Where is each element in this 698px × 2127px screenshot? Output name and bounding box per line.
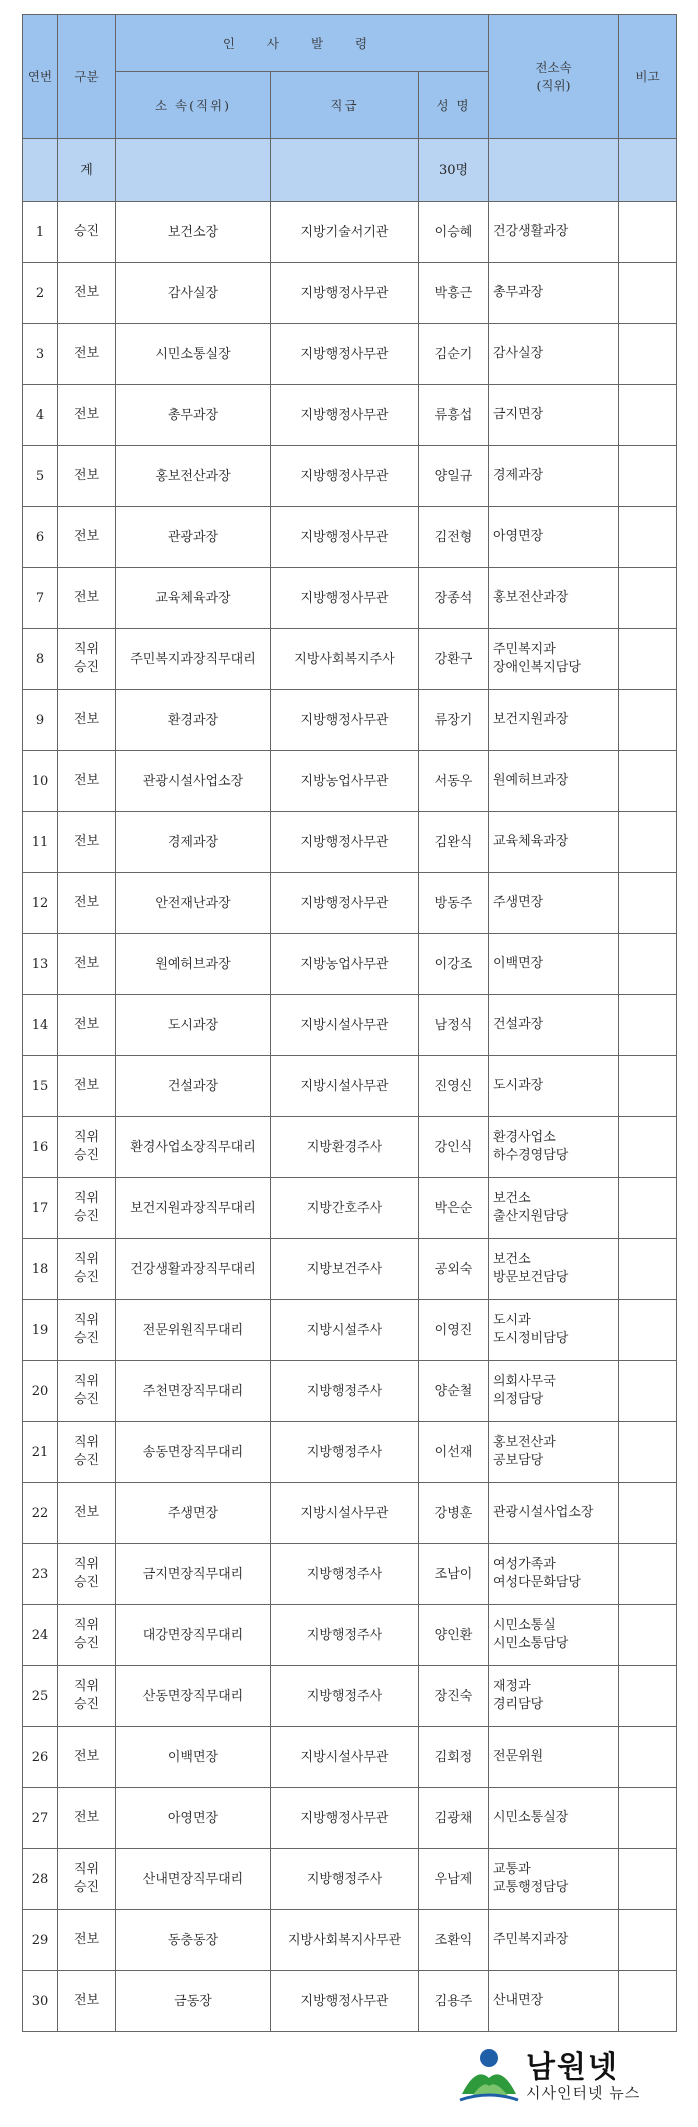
cell-name: 공외숙 bbox=[419, 1239, 489, 1300]
cell-rank: 지방환경주사 bbox=[271, 1117, 419, 1178]
cell-org: 안전재난과장 bbox=[116, 873, 271, 934]
cell-new-post: 교통과 교통행정담당 bbox=[489, 1849, 619, 1910]
cell-no: 28 bbox=[23, 1849, 58, 1910]
cell-new-post: 보건소 출산지원담당 bbox=[489, 1178, 619, 1239]
cell-note bbox=[619, 934, 677, 995]
cell-new-post: 산내면장 bbox=[489, 1971, 619, 2032]
table-row bbox=[23, 1605, 677, 1666]
cell-type: 전보 bbox=[58, 995, 116, 1056]
cell-note bbox=[619, 507, 677, 568]
cell-org: 주민복지과장직무대리 bbox=[116, 629, 271, 690]
cell-org: 주생면장 bbox=[116, 1483, 271, 1544]
cell-new-post: 보건지원과장 bbox=[489, 690, 619, 751]
cell-rank: 지방농업사무관 bbox=[271, 751, 419, 812]
cell-no: 27 bbox=[23, 1788, 58, 1849]
cell-note bbox=[619, 1239, 677, 1300]
header-note: 비고 bbox=[619, 15, 677, 139]
cell-name: 강환구 bbox=[419, 629, 489, 690]
cell-type: 직위 승진 bbox=[58, 1849, 116, 1910]
cell-new-post: 도시과 도시정비담당 bbox=[489, 1300, 619, 1361]
cell-type: 직위 승진 bbox=[58, 1117, 116, 1178]
table-row bbox=[23, 1483, 677, 1544]
cell-type: 전보 bbox=[58, 873, 116, 934]
cell-note bbox=[619, 1056, 677, 1117]
cell-type: 승진 bbox=[58, 202, 116, 263]
cell-org: 산내면장직무대리 bbox=[116, 1849, 271, 1910]
cell-new-post: 원예허브과장 bbox=[489, 751, 619, 812]
total-count: 30명 bbox=[419, 139, 489, 202]
cell-note bbox=[619, 202, 677, 263]
total-label: 계 bbox=[58, 139, 116, 202]
cell-note bbox=[619, 1300, 677, 1361]
cell-note bbox=[619, 690, 677, 751]
table-row bbox=[23, 1300, 677, 1361]
cell-no: 26 bbox=[23, 1727, 58, 1788]
cell-note bbox=[619, 995, 677, 1056]
cell-no: 30 bbox=[23, 1971, 58, 2032]
cell-no: 3 bbox=[23, 324, 58, 385]
cell-org: 전문위원직무대리 bbox=[116, 1300, 271, 1361]
cell-type: 전보 bbox=[58, 1056, 116, 1117]
cell-name: 이선재 bbox=[419, 1422, 489, 1483]
cell-org: 교육체육과장 bbox=[116, 568, 271, 629]
cell-org: 아영면장 bbox=[116, 1788, 271, 1849]
cell-name: 장진숙 bbox=[419, 1666, 489, 1727]
table-row bbox=[23, 995, 677, 1056]
header-new-post: 전소속 (직위) bbox=[489, 15, 619, 139]
cell-type: 직위 승진 bbox=[58, 1544, 116, 1605]
cell-type: 직위 승진 bbox=[58, 1300, 116, 1361]
cell-rank: 지방보건주사 bbox=[271, 1239, 419, 1300]
cell-name: 김순기 bbox=[419, 324, 489, 385]
cell-name: 양일규 bbox=[419, 446, 489, 507]
cell-name: 박흥근 bbox=[419, 263, 489, 324]
cell-rank: 지방간호주사 bbox=[271, 1178, 419, 1239]
cell-org: 이백면장 bbox=[116, 1727, 271, 1788]
cell-type: 전보 bbox=[58, 812, 116, 873]
cell-org: 환경사업소장직무대리 bbox=[116, 1117, 271, 1178]
cell-rank: 지방행정사무관 bbox=[271, 568, 419, 629]
cell-no: 21 bbox=[23, 1422, 58, 1483]
cell-no: 5 bbox=[23, 446, 58, 507]
cell-type: 전보 bbox=[58, 690, 116, 751]
cell-new-post: 홍보전산과 공보담당 bbox=[489, 1422, 619, 1483]
cell-name: 김회정 bbox=[419, 1727, 489, 1788]
cell-rank: 지방행정사무관 bbox=[271, 873, 419, 934]
cell-type: 전보 bbox=[58, 1910, 116, 1971]
cell-new-post: 주민복지과장 bbox=[489, 1910, 619, 1971]
table-row bbox=[23, 568, 677, 629]
cell-name: 남정식 bbox=[419, 995, 489, 1056]
cell-org: 도시과장 bbox=[116, 995, 271, 1056]
cell-new-post: 전문위원 bbox=[489, 1727, 619, 1788]
cell-no: 8 bbox=[23, 629, 58, 690]
cell-type: 직위 승진 bbox=[58, 1605, 116, 1666]
cell-new-post: 총무과장 bbox=[489, 263, 619, 324]
cell-org: 감사실장 bbox=[116, 263, 271, 324]
table-row bbox=[23, 1971, 677, 2032]
cell-name: 양순철 bbox=[419, 1361, 489, 1422]
cell-org: 주천면장직무대리 bbox=[116, 1361, 271, 1422]
cell-type: 직위 승진 bbox=[58, 1422, 116, 1483]
cell-rank: 지방행정주사 bbox=[271, 1361, 419, 1422]
cell-name: 류흥섭 bbox=[419, 385, 489, 446]
cell-name: 서동우 bbox=[419, 751, 489, 812]
cell-note bbox=[619, 873, 677, 934]
cell-name: 이승혜 bbox=[419, 202, 489, 263]
cell-type: 전보 bbox=[58, 1788, 116, 1849]
cell-no: 13 bbox=[23, 934, 58, 995]
cell-new-post: 금지면장 bbox=[489, 385, 619, 446]
cell-rank: 지방행정사무관 bbox=[271, 324, 419, 385]
cell-rank: 지방시설사무관 bbox=[271, 1727, 419, 1788]
table-row bbox=[23, 751, 677, 812]
cell-name: 강인식 bbox=[419, 1117, 489, 1178]
cell-no: 10 bbox=[23, 751, 58, 812]
cell-name: 방동주 bbox=[419, 873, 489, 934]
table-row bbox=[23, 1910, 677, 1971]
cell-name: 장종석 bbox=[419, 568, 489, 629]
cell-org: 경제과장 bbox=[116, 812, 271, 873]
table-row bbox=[23, 629, 677, 690]
cell-no: 14 bbox=[23, 995, 58, 1056]
cell-type: 전보 bbox=[58, 568, 116, 629]
cell-org: 총무과장 bbox=[116, 385, 271, 446]
table-row bbox=[23, 690, 677, 751]
cell-no: 20 bbox=[23, 1361, 58, 1422]
cell-rank: 지방행정주사 bbox=[271, 1544, 419, 1605]
cell-no: 23 bbox=[23, 1544, 58, 1605]
cell-type: 전보 bbox=[58, 1483, 116, 1544]
cell-name: 이영진 bbox=[419, 1300, 489, 1361]
table-row bbox=[23, 1178, 677, 1239]
cell-rank: 지방행정사무관 bbox=[271, 446, 419, 507]
cell-note bbox=[619, 446, 677, 507]
cell-no: 4 bbox=[23, 385, 58, 446]
cell-rank: 지방행정사무관 bbox=[271, 263, 419, 324]
cell-org: 보건지원과장직무대리 bbox=[116, 1178, 271, 1239]
cell-note bbox=[619, 1849, 677, 1910]
cell-note bbox=[619, 1666, 677, 1727]
cell-org: 관광시설사업소장 bbox=[116, 751, 271, 812]
cell-new-post: 시민소통실 시민소통담당 bbox=[489, 1605, 619, 1666]
cell-type: 직위 승진 bbox=[58, 1361, 116, 1422]
cell-no: 2 bbox=[23, 263, 58, 324]
header-name: 성 명 bbox=[419, 72, 489, 139]
cell-rank: 지방행정주사 bbox=[271, 1422, 419, 1483]
cell-new-post: 건설과장 bbox=[489, 995, 619, 1056]
cell-rank: 지방행정사무관 bbox=[271, 690, 419, 751]
cell-no: 25 bbox=[23, 1666, 58, 1727]
cell-no: 17 bbox=[23, 1178, 58, 1239]
cell-note bbox=[619, 1361, 677, 1422]
cell-type: 전보 bbox=[58, 507, 116, 568]
cell-new-post: 홍보전산과장 bbox=[489, 568, 619, 629]
cell-org: 송동면장직무대리 bbox=[116, 1422, 271, 1483]
cell-new-post: 의회사무국 의정담당 bbox=[489, 1361, 619, 1422]
cell-new-post: 재정과 경리담당 bbox=[489, 1666, 619, 1727]
table-row bbox=[23, 1056, 677, 1117]
cell-note bbox=[619, 385, 677, 446]
cell-rank: 지방사회복지주사 bbox=[271, 629, 419, 690]
cell-note bbox=[619, 1544, 677, 1605]
cell-rank: 지방행정주사 bbox=[271, 1849, 419, 1910]
cell-rank: 지방행정사무관 bbox=[271, 1788, 419, 1849]
cell-new-post: 관광시설사업소장 bbox=[489, 1483, 619, 1544]
cell-no: 9 bbox=[23, 690, 58, 751]
cell-type: 직위 승진 bbox=[58, 1239, 116, 1300]
cell-rank: 지방행정주사 bbox=[271, 1666, 419, 1727]
table-row bbox=[23, 1117, 677, 1178]
cell-rank: 지방시설주사 bbox=[271, 1300, 419, 1361]
cell-type: 전보 bbox=[58, 263, 116, 324]
cell-org: 대강면장직무대리 bbox=[116, 1605, 271, 1666]
cell-name: 우남제 bbox=[419, 1849, 489, 1910]
table-row bbox=[23, 263, 677, 324]
cell-rank: 지방시설사무관 bbox=[271, 995, 419, 1056]
cell-type: 직위 승진 bbox=[58, 1178, 116, 1239]
cell-note bbox=[619, 1727, 677, 1788]
logo-name: 남원넷 bbox=[526, 2050, 619, 2085]
cell-rank: 지방행정주사 bbox=[271, 1605, 419, 1666]
cell-name: 이강조 bbox=[419, 934, 489, 995]
cell-type: 전보 bbox=[58, 385, 116, 446]
cell-new-post: 감사실장 bbox=[489, 324, 619, 385]
cell-org: 건강생활과장직무대리 bbox=[116, 1239, 271, 1300]
cell-no: 11 bbox=[23, 812, 58, 873]
cell-type: 직위 승진 bbox=[58, 629, 116, 690]
cell-name: 양인환 bbox=[419, 1605, 489, 1666]
cell-org: 건설과장 bbox=[116, 1056, 271, 1117]
cell-name: 김완식 bbox=[419, 812, 489, 873]
cell-new-post: 주민복지과 장애인복지담당 bbox=[489, 629, 619, 690]
cell-new-post: 주생면장 bbox=[489, 873, 619, 934]
cell-org: 홍보전산과장 bbox=[116, 446, 271, 507]
cell-note bbox=[619, 1483, 677, 1544]
cell-new-post: 도시과장 bbox=[489, 1056, 619, 1117]
cell-rank: 지방행정사무관 bbox=[271, 385, 419, 446]
cell-no: 18 bbox=[23, 1239, 58, 1300]
header-no: 연번 bbox=[23, 15, 58, 139]
table-row bbox=[23, 324, 677, 385]
cell-type: 직위 승진 bbox=[58, 1666, 116, 1727]
cell-new-post: 경제과장 bbox=[489, 446, 619, 507]
cell-no: 19 bbox=[23, 1300, 58, 1361]
table-row bbox=[23, 385, 677, 446]
cell-note bbox=[619, 1788, 677, 1849]
cell-org: 시민소통실장 bbox=[116, 324, 271, 385]
cell-no: 12 bbox=[23, 873, 58, 934]
header-group: 인 사 발 령 bbox=[116, 15, 489, 72]
table-row bbox=[23, 1544, 677, 1605]
header-org: 소 속(직위) bbox=[116, 72, 271, 139]
cell-note bbox=[619, 812, 677, 873]
logo-mark-icon bbox=[458, 2044, 520, 2104]
cell-org: 환경과장 bbox=[116, 690, 271, 751]
cell-no: 24 bbox=[23, 1605, 58, 1666]
cell-org: 보건소장 bbox=[116, 202, 271, 263]
cell-new-post: 여성가족과 여성다문화담당 bbox=[489, 1544, 619, 1605]
cell-name: 진영신 bbox=[419, 1056, 489, 1117]
cell-org: 산동면장직무대리 bbox=[116, 1666, 271, 1727]
table-row bbox=[23, 202, 677, 263]
cell-note bbox=[619, 1178, 677, 1239]
table-row bbox=[23, 1361, 677, 1422]
cell-new-post: 아영면장 bbox=[489, 507, 619, 568]
cell-rank: 지방행정사무관 bbox=[271, 812, 419, 873]
cell-rank: 지방기술서기관 bbox=[271, 202, 419, 263]
cell-name: 강병훈 bbox=[419, 1483, 489, 1544]
header-type: 구분 bbox=[58, 15, 116, 139]
cell-org: 관광과장 bbox=[116, 507, 271, 568]
cell-type: 전보 bbox=[58, 934, 116, 995]
total-row bbox=[23, 139, 677, 202]
table-row bbox=[23, 446, 677, 507]
cell-note bbox=[619, 1910, 677, 1971]
cell-new-post: 환경사업소 하수경영담당 bbox=[489, 1117, 619, 1178]
table-row bbox=[23, 1727, 677, 1788]
cell-new-post: 교육체육과장 bbox=[489, 812, 619, 873]
cell-name: 조남이 bbox=[419, 1544, 489, 1605]
cell-rank: 지방행정사무관 bbox=[271, 507, 419, 568]
cell-no: 22 bbox=[23, 1483, 58, 1544]
cell-rank: 지방시설사무관 bbox=[271, 1056, 419, 1117]
cell-no: 16 bbox=[23, 1117, 58, 1178]
table-row bbox=[23, 873, 677, 934]
cell-note bbox=[619, 568, 677, 629]
cell-new-post: 시민소통실장 bbox=[489, 1788, 619, 1849]
cell-note bbox=[619, 629, 677, 690]
cell-note bbox=[619, 1422, 677, 1483]
cell-type: 전보 bbox=[58, 1971, 116, 2032]
table-row bbox=[23, 507, 677, 568]
cell-no: 29 bbox=[23, 1910, 58, 1971]
cell-org: 동충동장 bbox=[116, 1910, 271, 1971]
table-row bbox=[23, 934, 677, 995]
cell-no: 15 bbox=[23, 1056, 58, 1117]
cell-no: 7 bbox=[23, 568, 58, 629]
cell-name: 류장기 bbox=[419, 690, 489, 751]
cell-note bbox=[619, 263, 677, 324]
cell-org: 금지면장직무대리 bbox=[116, 1544, 271, 1605]
cell-type: 전보 bbox=[58, 324, 116, 385]
table-row bbox=[23, 1666, 677, 1727]
cell-org: 금동장 bbox=[116, 1971, 271, 2032]
cell-org: 원예허브과장 bbox=[116, 934, 271, 995]
cell-name: 김용주 bbox=[419, 1971, 489, 2032]
cell-rank: 지방사회복지사무관 bbox=[271, 1910, 419, 1971]
cell-note bbox=[619, 1117, 677, 1178]
cell-new-post: 이백면장 bbox=[489, 934, 619, 995]
cell-note bbox=[619, 1605, 677, 1666]
cell-rank: 지방행정사무관 bbox=[271, 1971, 419, 2032]
cell-type: 전보 bbox=[58, 751, 116, 812]
cell-no: 6 bbox=[23, 507, 58, 568]
cell-rank: 지방시설사무관 bbox=[271, 1483, 419, 1544]
cell-name: 김광채 bbox=[419, 1788, 489, 1849]
personnel-table bbox=[22, 14, 677, 2032]
namwonnet-logo bbox=[458, 2040, 676, 2110]
table-row bbox=[23, 1239, 677, 1300]
personnel-table-sheet bbox=[22, 14, 676, 2032]
logo-subtitle: 시사인터넷 뉴스 bbox=[526, 2084, 641, 2102]
cell-type: 전보 bbox=[58, 446, 116, 507]
cell-new-post: 보건소 방문보건담당 bbox=[489, 1239, 619, 1300]
cell-no: 1 bbox=[23, 202, 58, 263]
table-row bbox=[23, 1788, 677, 1849]
cell-note bbox=[619, 1971, 677, 2032]
table-row bbox=[23, 812, 677, 873]
cell-name: 김전형 bbox=[419, 507, 489, 568]
cell-note bbox=[619, 751, 677, 812]
header-rank: 직급 bbox=[271, 72, 419, 139]
cell-type: 전보 bbox=[58, 1727, 116, 1788]
table-row bbox=[23, 1849, 677, 1910]
cell-note bbox=[619, 324, 677, 385]
cell-rank: 지방농업사무관 bbox=[271, 934, 419, 995]
cell-new-post: 건강생활과장 bbox=[489, 202, 619, 263]
cell-name: 박은순 bbox=[419, 1178, 489, 1239]
cell-name: 조환익 bbox=[419, 1910, 489, 1971]
table-row bbox=[23, 1422, 677, 1483]
